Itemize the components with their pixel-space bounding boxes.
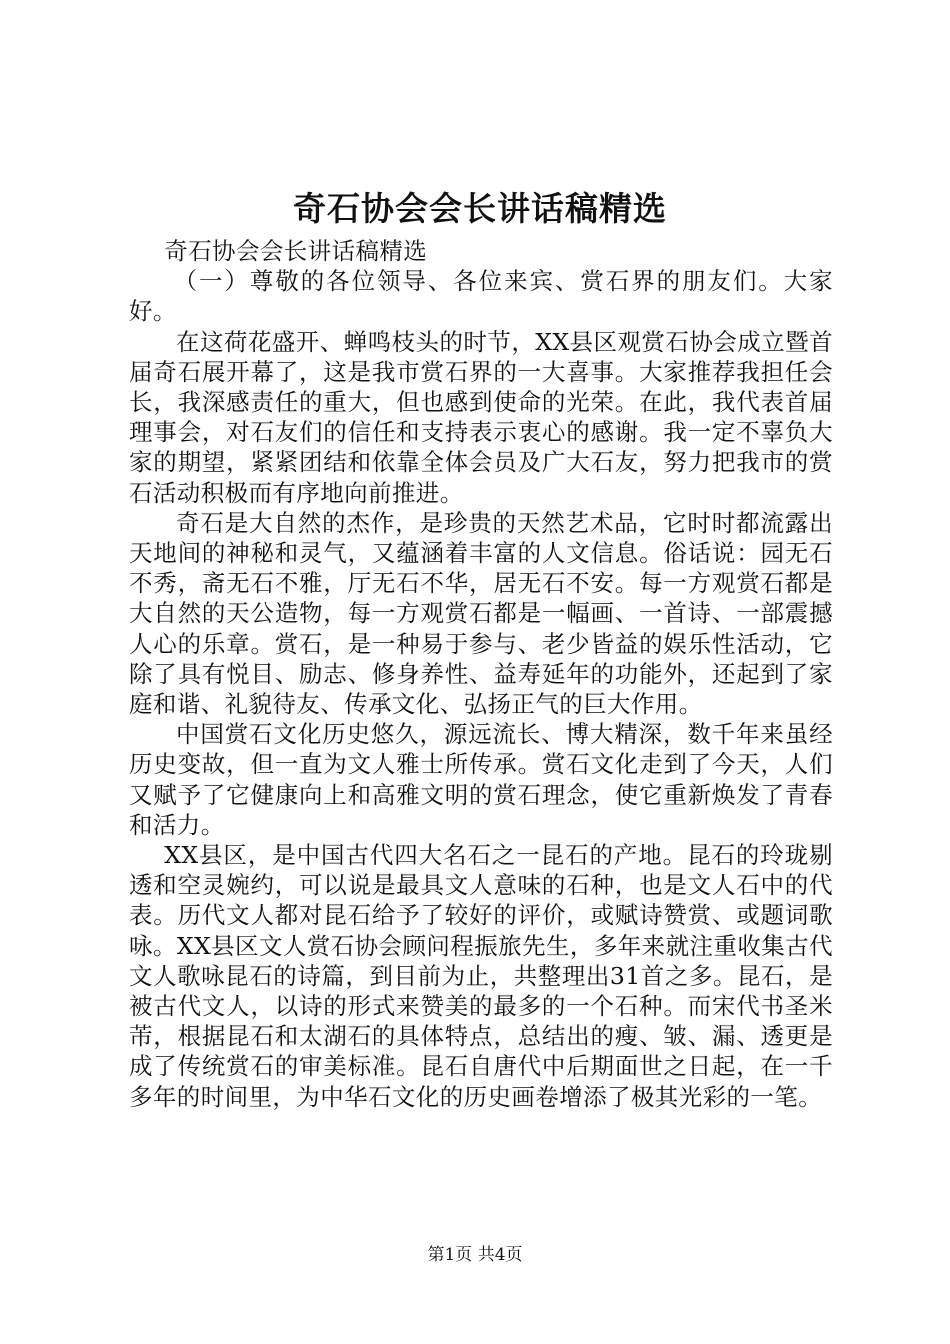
body-paragraph: 奇石是大自然的杰作，是珍贵的天然艺术品，它时时都流露出天地间的神秘和灵气，又蕴涵着丰富的人文信息。俗话说：园无石不秀，斋无石不雅，厅无石不华，居无石不安。每一方观赏石都是大自然的天公造物，每一方观赏石都是一幅画、一首诗、一部震撼人心的乐章。赏石，是一种易于参与、老少皆益的娱乐性活动，它除了具有悦目、励志、修身养性、益寿延年的功能外，还起到了家庭和谐、礼貌待友、传承文化、弘扬正气的巨大作用。 (129, 508, 833, 719)
document-title: 奇石协会会长讲话稿精选 (293, 189, 667, 228)
greeting-paragraph: （一）尊敬的各位领导、各位来宾、赏石界的朋友们。大家好。 (129, 267, 833, 326)
document-body (129, 236, 833, 1112)
body-paragraph: XX县区，是中国古代四大名石之一昆石的产地。昆石的玲珑剔透和空灵婉约，可以说是最具文人意味的石种，也是文人石中的代表。历代文人都对昆石给予了较好的评价，或赋诗赞赏、或题词歌咏。XX县区文人赏石协会顾问程振旅先生，多年来就注重收集古代文人歌咏昆石的诗篇，到目前为止，共整理出31首之多。昆石，是被古代文人，以诗的形式来赞美的最多的一个石种。而宋代书圣米芾，根据昆石和太湖石的具体特点，总结出的瘦、皱、漏、透更是成了传统赏石的审美标准。昆石自唐代中后期面世之日起，在一千多年的时间里，为中华石文化的历史画卷增添了极其光彩的一笔。 (129, 841, 833, 1111)
body-paragraph: 在这荷花盛开、蝉鸣枝头的时节，XX县区观赏石协会成立暨首届奇石展开幕了，这是我市赏石界的一大喜事。大家推荐我担任会长，我深感责任的重大，但也感到使命的光荣。在此，我代表首届理事会，对石友们的信任和支持表示衷心的感谢。我一定不辜负大家的期望，紧紧团结和依靠全体会员及广大石友，努力把我市的赏石活动积极而有序地向前推进。 (129, 327, 833, 507)
page-number-footer: 第1页 共4页 (427, 1245, 523, 1265)
body-paragraph: 中国赏石文化历史悠久，源远流长、博大精深，数千年来虽经历史变故，但一直为文人雅士所传承。赏石文化走到了今天，人们又赋予了它健康向上和高雅文明的赏石理念，使它重新焕发了青春和活力。 (129, 720, 833, 839)
subtitle-paragraph: 奇石协会会长讲话稿精选 (164, 237, 428, 265)
